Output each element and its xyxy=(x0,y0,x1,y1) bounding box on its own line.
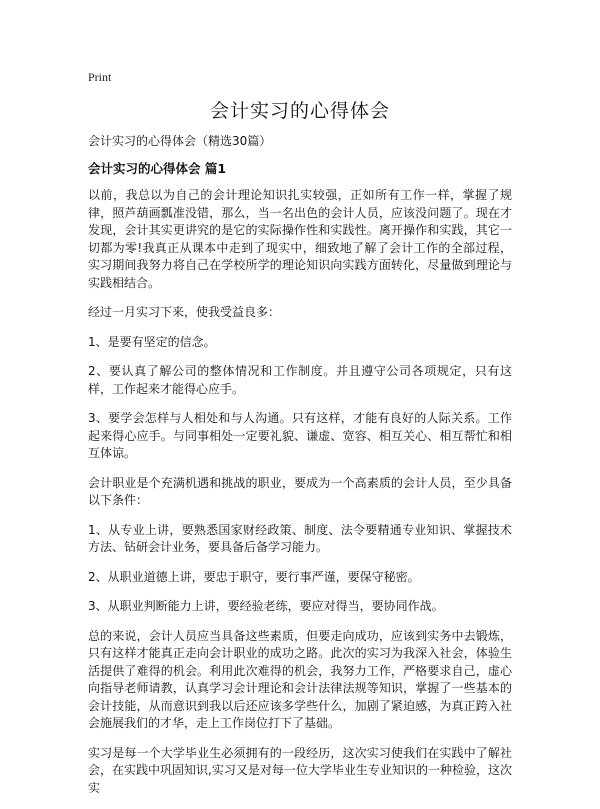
paragraph: 经过一月实习下来，使我受益良多： xyxy=(88,305,281,319)
paragraph: 实习是每一个大学毕业生必须拥有的一段经历，这次实习使我们在实践中了解社会，在实践中巩固知识,实习又是对每一位大学毕业生专业知识的一种检验，这次实 xyxy=(88,745,512,795)
paragraph: 1、是要有坚定的信念。 xyxy=(88,334,216,349)
paragraph: 3、从职业判断能力上讲，要经验老练，要应对得当，要协同作战。 xyxy=(88,599,444,613)
paragraph: 1、从专业上讲，要熟悉国家财经政策、制度、法令要精通专业知识、掌握技术方法、钻研会计业务，要具备后备学习能力。 xyxy=(88,522,512,554)
document-subtitle: 会计实习的心得体会（精选30篇） xyxy=(88,134,272,148)
paragraph: 3、要学会怎样与人相处和与人沟通。只有这样，才能有良好的人际关系。工作起来得心应手。与同事相处一定要礼貌、谦虚、宽容、相互关心、相互帮忙和相互体谅。 xyxy=(88,411,512,460)
document-title: 会计实习的心得体会 xyxy=(209,100,390,122)
paragraph: 以前，我总以为自己的会计理论知识扎实较强，正如所有工作一样，掌握了规律，照芦葫画瓢准没错，那么，当一名出色的会计人员，应该没问题了。现在才发现，会计其实更讲究的是它的实际操作性和实践性。离开操作和实践，其它一切都为零!我真正从课本中走到了现实中，细致地了解了会计工作的全部过程，实习期间我努力将自己在学校所学的理论知识向实践方面转化，尽量做到理论与实践相结合。 xyxy=(88,188,512,290)
paragraph: 总的来说，会计人员应当具备这些素质，但要走向成功，应该到实务中去锻炼，只有这样才能真正走向会计职业的成功之路。此次的实习为我深入社会，体验生活提供了难得的机会。利用此次难得的机会，我努力工作，严格要求自己，虚心向指导老师请教，认真学习会计理论和会计法律法规等知识，掌握了一些基本的会计技能，从而意识到我以后还应该多学些什么，加剧了紧迫感，为真正跨入社会施展我们的才华，走上工作岗位打下了基础。 xyxy=(88,628,512,730)
paragraph: 2、从职业道德上讲，要忠于职守，要行事严谨，要保守秘密。 xyxy=(88,569,420,584)
section-heading: 会计实习的心得体会 篇1 xyxy=(88,161,227,176)
document-body xyxy=(88,132,512,809)
paragraph: 会计职业是个充满机遇和挑战的职业，要成为一个高素质的会计人员，至少具备以下条件： xyxy=(88,475,512,507)
paragraph: 2、要认真了解公司的整体情况和工作制度。并且遵守公司各项规定，只有这样，工作起来才能得心应手。 xyxy=(88,364,512,396)
print-label: Print xyxy=(88,70,112,84)
